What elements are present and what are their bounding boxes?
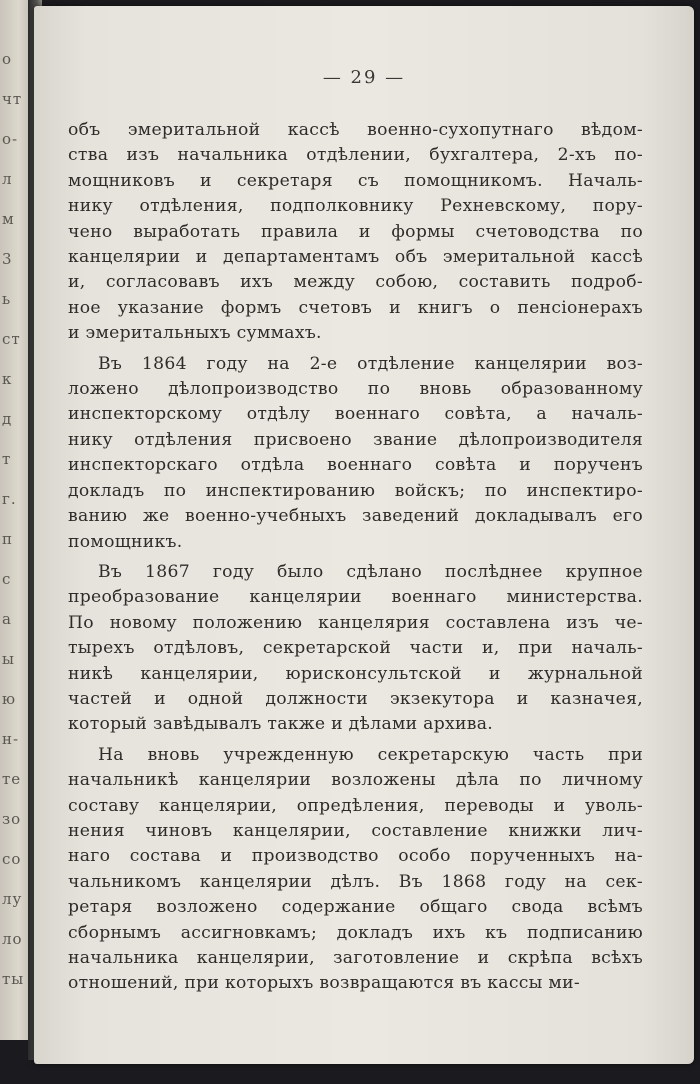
text-line: частей и одной должности экзекутора и казначея, (68, 688, 643, 709)
text-line: ванию же военно-учебныхъ заведений докладывалъ его (68, 506, 643, 527)
paragraph (68, 560, 643, 738)
text-line: наго состава и производство особо порученныхъ на- (68, 846, 643, 867)
page-number: — 29 — (322, 67, 406, 88)
text-line: По новому положению канцелярия составлена изъ че- (68, 612, 643, 633)
text-line: нику отдѣления, подполковнику Рехневскому, пору- (68, 196, 643, 217)
text-line: На вновь учрежденную секретарскую часть при (98, 744, 643, 765)
text-line: инспекторскому отдѣлу военнаго совѣта, а началь- (68, 404, 643, 425)
facing-page-fragment: м (2, 210, 15, 228)
text-line: инспекторскаго отдѣла военнаго совѣта и порученъ (68, 455, 643, 476)
page-body (68, 118, 643, 997)
text-line: нения чиновъ канцелярии, составление книжки лич- (68, 820, 643, 841)
text-line: начальника канцелярии, заготовление и скрѣпа всѣхъ (68, 948, 643, 968)
facing-page-fragment: чт (2, 90, 23, 108)
text-line: который завѣдывалъ также и дѣлами архива. (68, 714, 494, 735)
paragraph (68, 743, 643, 997)
book-page (34, 6, 694, 1064)
text-line: ства изъ начальника отдѣлении, бухгалтера, 2-хъ по- (68, 145, 643, 166)
facing-page-fragment: п (2, 530, 13, 548)
text-line: Въ 1864 году на 2-е отдѣление канцелярии воз- (98, 353, 643, 374)
text-line: ное указание формъ счетовъ и книгъ о пенсіонерахъ (68, 297, 643, 318)
text-line: ложено дѣлопроизводство по вновь образованному (68, 379, 643, 400)
text-line: объ эмеритальной кассѣ военно-сухопутнаго вѣдом- (68, 120, 643, 140)
facing-page-fragment: о- (2, 130, 19, 148)
facing-page-fragment: ло (2, 930, 23, 948)
paragraph (68, 118, 643, 347)
facing-page-fragment: те (2, 770, 22, 788)
facing-page-fragment: г. (2, 490, 17, 508)
text-line: Въ 1867 году было сдѣлано послѣднее крупное (98, 561, 643, 582)
paragraph (68, 352, 643, 555)
facing-page-fragment: зо (2, 810, 22, 828)
text-line: тырехъ отдѣловъ, секретарской части и, при началь- (68, 638, 643, 659)
text-line: никѣ канцелярии, юрисконсультской и журнальной (68, 663, 643, 684)
text-line: составу канцелярии, опредѣления, переводы и уволь- (68, 795, 643, 816)
facing-page-fragment: лу (2, 890, 23, 908)
facing-page-fragment: н- (2, 730, 20, 748)
facing-page-fragment: 3 (2, 250, 13, 268)
text-line: преобразование канцелярии военнаго министерства. (68, 587, 643, 608)
text-line: помощникъ. (68, 531, 183, 552)
facing-page-fragment: а (2, 610, 12, 628)
facing-page-fragment: ь (2, 290, 12, 308)
facing-page-fragment: о (2, 50, 13, 68)
facing-page-fragment: л (2, 170, 13, 188)
text-line: чальникомъ канцелярии дѣлъ. Въ 1868 году на сек- (68, 871, 643, 892)
text-line: канцелярии и департаментамъ объ эмеритальной кассѣ (68, 247, 643, 268)
facing-page-fragment: ты (2, 970, 25, 988)
text-line: мощниковъ и секретаря съ помощникомъ. Началь- (68, 170, 643, 191)
text-line: нику отдѣления присвоено звание дѣлопроизводителя (68, 429, 643, 450)
facing-page-fragment: ы (2, 650, 15, 668)
text-line: сборнымъ ассигновкамъ; докладъ ихъ къ подписанию (68, 922, 643, 943)
text-line: и эмеритальныхъ суммахъ. (68, 323, 322, 344)
text-line: начальникѣ канцелярии возложены дѣла по личному (68, 770, 643, 791)
facing-page-fragment: со (2, 850, 22, 868)
text-line: ретаря возложено содержание общаго свода всѣмъ (68, 897, 643, 918)
text-line: отношений, при которыхъ возвращаются въ кассы ми- (68, 973, 580, 994)
text-line: чено выработать правила и формы счетоводства по (68, 221, 643, 242)
facing-page-fragment: к (2, 370, 13, 388)
facing-page-fragment: т (2, 450, 12, 468)
facing-page-fragment: ст (2, 330, 21, 348)
text-line: и, согласовавъ ихъ между собою, составить подроб- (68, 272, 643, 293)
text-line: докладъ по инспектированию войскъ; по инспектиро- (68, 480, 643, 501)
facing-page-fragment: с (2, 570, 12, 588)
facing-page-fragment: д (2, 410, 13, 428)
facing-page-fragment: ю (2, 690, 17, 708)
